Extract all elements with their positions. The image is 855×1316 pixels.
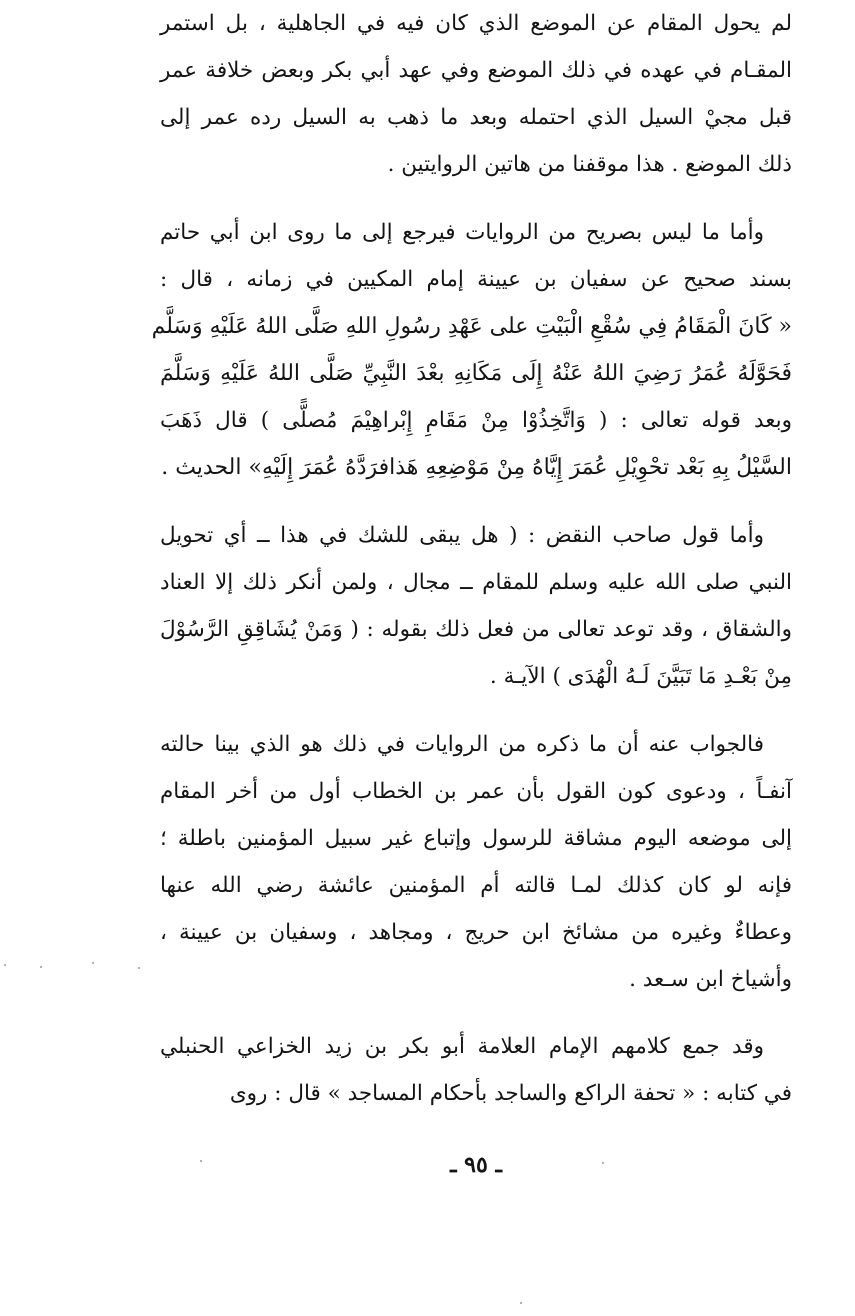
quote-line: « كَانَ الْمَقَامُ فِي سُقْعِ الْبَيْتِ على عَهْدِ رسُولِ اللهِ صَلَّى اللهُ عَلَيْهِ وَسَلَّم [151, 314, 792, 339]
text-line: وقد جمع كلامهم الإمام العلامة أبو بكر بن زيد الخزاعي الحنبلي [160, 1034, 764, 1059]
text-line: آنفـاً ، ودعوى كون القول بأن عمر بن الخطاب أول من أخر المقام [160, 779, 792, 804]
text-line: فالجواب عنه أن ما ذكره من الروايات في ذلك هو الذي بينا حالته [160, 732, 764, 757]
text-line: والشقاق ، وقد توعد تعالى من فعل ذلك بقوله : ( وَمَنْ يُشَاقِقِ الرَّسُوْلَ [160, 617, 792, 642]
scan-speck [602, 1162, 604, 1164]
text-line: في كتابه : « تحفة الراكع والساجد بأحكام المساجد » قال : روى [229, 1081, 792, 1106]
text-line: وأما ما ليس بصريح من الروايات فيرجع إلى ما روى ابن أبي حاتم [160, 220, 764, 245]
quote-line: فَحَوَّلَهُ عُمَرُ رَضِيَ اللهُ عَنْهُ إِلَى مَكَانِهِ بعْدَ النَّبِيِّ صَلَّى اللهُ عَلَيْهِ وَسَلَّمَ [160, 361, 792, 386]
text-line: فإنه لو كان كذلك لمـا قالته أم المؤمنين عائشة رضي الله عنها [160, 873, 792, 898]
text-line: مِنْ بَعْـدِ مَا تَبَيَّنَ لَـهُ الْهُدَى ) الآيـة . [489, 664, 792, 689]
text-line: وأما قول صاحب النقض : ( هل يبقى للشك في هذا ــ أي تحويل [160, 523, 764, 548]
text-line: إلى موضعه اليوم مشاقة للرسول وإتباع غير سبيل المؤمنين باطلة ؛ [160, 826, 792, 851]
text-line: وعطاءٌ وغيره من مشائخ ابن حريج ، ومجاهد ، وسفيان بن عيينة ، [160, 920, 792, 945]
scan-speck [138, 967, 140, 969]
quote-line: السَّيْلُ بِهِ بَعْد تحْوِيْلِ عُمَرَ إِيَّاهُ مِنْ مَوْضِعِهِ هَذافرَدَّهُ عُمَرَ إِلَيْهِ» الحديث . [161, 455, 792, 480]
scan-speck [40, 966, 42, 968]
paragraph-1 [160, 0, 792, 188]
scan-speck [520, 1302, 522, 1304]
text-line: قبل مجيْ السيل الذي احتمله وبعد ما ذهب به السيل رده عمر إلى [160, 105, 792, 130]
text-line: المقـام في عهده في ذلك الموضع وفي عهد أبي بكر وبعض خلافة عمر [160, 58, 792, 83]
scan-speck [92, 962, 94, 964]
paragraph-2 [151, 209, 792, 491]
paragraph-3 [160, 512, 792, 700]
page-number: ـ ٩٥ ـ [450, 1152, 502, 1178]
text-line: وبعد قوله تعالى : ( وَاتَّخِذُوْا مِنْ مَقَامِ إِبْراهِيْمَ مُصلًّى ) قال ذَهَبَ [160, 408, 792, 433]
paragraph-5 [160, 1023, 792, 1117]
scan-speck [4, 964, 6, 966]
text-line: لم يحول المقام عن الموضع الذي كان فيه في الجاهلية ، بل استمر [160, 11, 792, 36]
text-line: ذلك الموضع . هذا موقفنا من هاتين الروايتين . [387, 152, 792, 177]
scan-speck [200, 1160, 202, 1162]
text-line: النبي صلى الله عليه وسلم للمقام ــ مجال ، ولمن أنكر ذلك إلا العناد [160, 570, 792, 595]
text-line: وأشياخ ابن سـعد . [629, 967, 792, 992]
book-page [151, 0, 792, 1316]
paragraph-4 [160, 721, 792, 1003]
text-line: بسند صحيح عن سفيان بن عيينة إمام المكيين في زمانه ، قال : [160, 267, 792, 292]
